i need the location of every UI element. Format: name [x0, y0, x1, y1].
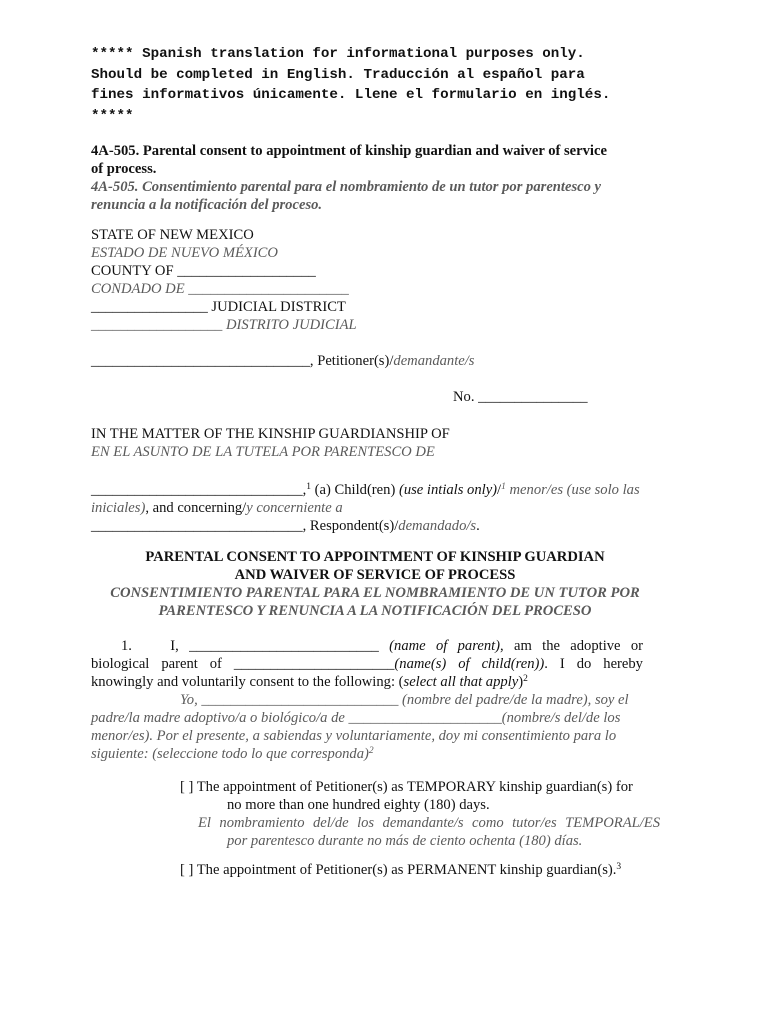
- heading-en: PARENTAL CONSENT TO APPOINTMENT OF KINSHIP GUARDIAN: [145, 549, 605, 565]
- form-title-es: renuncia a la notificación del proceso.: [91, 197, 323, 213]
- concerning-label-es: y concerniente a: [246, 500, 343, 516]
- petitioner-line: [91, 352, 474, 370]
- child-label-es: iniciales): [91, 500, 146, 516]
- respondent-field[interactable]: _____________________________: [91, 518, 303, 534]
- child-names-hint: (name(s) of child(ren)): [394, 656, 545, 672]
- option-temporary-es: El nombramiento del/de los demandante/s como tutor/es TEMPORAL/ES: [198, 815, 660, 831]
- option-permanent[interactable]: [180, 861, 621, 879]
- option-permanent-en[interactable]: [ ] The appointment of Petitioner(s) as PERMANENT kinship guardian(s).: [180, 862, 617, 878]
- option-temporary[interactable]: [180, 778, 660, 850]
- heading-es: CONSENTIMIENTO PARENTAL PARA EL NOMBRAMIENTO DE UN TUTOR POR: [110, 585, 640, 601]
- item-1-es: padre/la madre adoptivo/a o biológico/a de _____________________(nombre/s del/de los: [91, 710, 621, 726]
- slash: /: [497, 482, 502, 498]
- period: .: [476, 518, 480, 534]
- footnote-ref: 2: [368, 746, 374, 756]
- county-field-es[interactable]: CONDADO DE ______________________: [91, 281, 349, 297]
- child-respondent-block: [91, 481, 651, 535]
- child-label: (a) Child(ren): [311, 482, 399, 498]
- item-text: knowingly and voluntarily consent to the following: (: [91, 674, 404, 690]
- item-1-es: siguiente: (seleccione todo lo que corresponda): [91, 746, 369, 762]
- item-text: , am the adoptive or: [500, 638, 643, 654]
- matter-heading: [91, 425, 450, 461]
- concerning-label: , and concerning/: [145, 500, 247, 516]
- form-title-en: 4A-505. Parental consent to appointment of kinship guardian and waiver of service: [91, 143, 607, 159]
- child-names-field[interactable]: biological parent of ______________________: [91, 656, 395, 672]
- footnote-ref: 3: [616, 862, 622, 872]
- document-heading: [70, 548, 680, 620]
- item-text: . I do hereby: [544, 656, 643, 672]
- item-1-es: Yo, ___________________________ (nombre del padre/de la madre), soy el: [180, 692, 629, 708]
- matter-en: IN THE MATTER OF THE KINSHIP GUARDIANSHIP OF: [91, 426, 450, 442]
- item-text: ): [518, 674, 524, 690]
- petitioner-label-es: demandante/s: [393, 353, 475, 369]
- item-1-es: menor/es). Por el presente, a sabiendas y voluntariamente, doy mi consentimiento para lo: [91, 728, 617, 744]
- matter-es: EN EL ASUNTO DE LA TUTELA POR PARENTESCO DE: [91, 444, 435, 460]
- item-1: [91, 637, 643, 763]
- translation-notice: [91, 44, 691, 126]
- respondent-label-es: demandado/s: [398, 518, 477, 534]
- form-title: [91, 142, 651, 214]
- option-temporary-en: no more than one hundred eighty (180) days.: [227, 797, 490, 813]
- form-title-en: of process.: [91, 161, 157, 177]
- form-title-es: 4A-505. Consentimiento parental para el nombramiento de un tutor por parentesco y: [91, 179, 602, 195]
- select-hint: select all that apply: [403, 674, 519, 690]
- case-number-field[interactable]: No. _______________: [453, 389, 588, 405]
- heading-en: AND WAIVER OF SERVICE OF PROCESS: [234, 567, 516, 583]
- child-field[interactable]: _____________________________: [91, 482, 303, 498]
- footnote-ref: 2: [523, 674, 528, 684]
- comma: ,: [302, 482, 307, 498]
- county-field[interactable]: COUNTY OF ___________________: [91, 263, 316, 279]
- parent-name-field[interactable]: I, __________________________: [170, 638, 379, 654]
- district-field-es[interactable]: __________________ DISTRITO JUDICIAL: [91, 317, 357, 333]
- heading-es: PARENTESCO Y RENUNCIA A LA NOTIFICACIÓN DEL PROCESO: [158, 603, 592, 619]
- footnote-ref: 1: [306, 482, 312, 492]
- notice-line: ***** Spanish translation for informational purposes only.: [91, 46, 585, 62]
- district-field[interactable]: ________________ JUDICIAL DISTRICT: [91, 299, 346, 315]
- child-note: (use intials only): [398, 482, 498, 498]
- notice-line: *****: [91, 107, 134, 124]
- option-temporary-es: por parentesco durante no más de ciento ochenta (180) días.: [227, 833, 583, 849]
- state-label-es: ESTADO DE NUEVO MÉXICO: [91, 245, 278, 261]
- parent-name-hint: (name of parent): [389, 638, 501, 654]
- respondent-label: , Respondent(s)/: [302, 518, 399, 534]
- option-temporary-en[interactable]: [ ] The appointment of Petitioner(s) as TEMPORARY kinship guardian(s) for: [180, 779, 633, 795]
- child-label-es: menor/es (use solo las: [505, 482, 640, 498]
- item-number: 1.: [121, 638, 132, 654]
- petitioner-label: , Petitioner(s)/: [309, 353, 394, 369]
- state-label: STATE OF NEW MEXICO: [91, 227, 254, 243]
- petitioner-field[interactable]: ______________________________: [91, 353, 310, 369]
- notice-line: Should be completed in English. Traducción al español para: [91, 66, 585, 83]
- notice-line: fines informativos únicamente. Llene el formulario en inglés.: [91, 87, 611, 103]
- footnote-ref: 1: [501, 482, 506, 492]
- case-caption: [91, 226, 357, 334]
